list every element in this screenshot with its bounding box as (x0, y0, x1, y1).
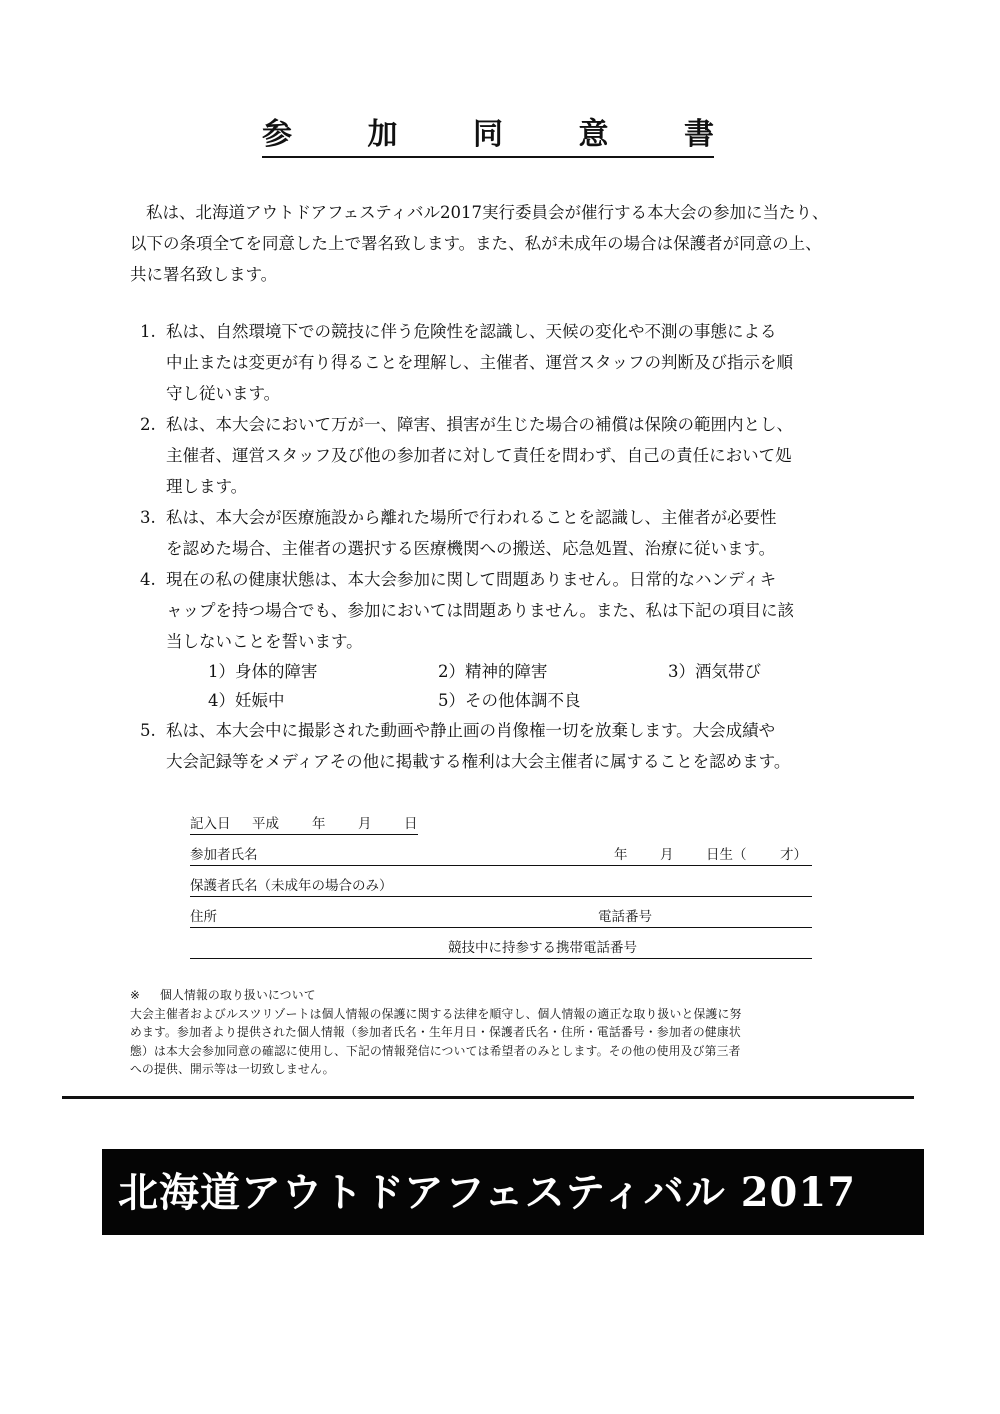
signature-form (190, 808, 812, 963)
item-number: 5. (140, 721, 156, 740)
section-divider (62, 1096, 914, 1099)
mobile-phone-underline (190, 958, 812, 960)
agreement-items (140, 316, 820, 777)
event-banner (102, 1149, 924, 1235)
intro-paragraph (130, 197, 850, 290)
date-year: 年 (312, 816, 326, 832)
notice-mark: ※ (130, 988, 141, 1002)
notice-heading-text: 個人情報の取り扱いについて (160, 988, 316, 1002)
guardian-name-underline (190, 896, 812, 898)
address-row[interactable] (190, 901, 812, 932)
title-char: 加 (367, 117, 398, 152)
date-month: 月 (358, 816, 372, 832)
condition-item: 2）精神的障害 (438, 662, 548, 681)
item-line: ャップを持つ場合でも、参加においては問題ありません。また、私は下記の項目に該 (166, 601, 794, 620)
intro-line: 私は、北海道アウトドアフェスティバル2017実行委員会が催行する本大会の参加に当たり、 (146, 203, 829, 222)
agreement-item-2 (140, 409, 820, 502)
participant-name-row[interactable] (190, 839, 812, 870)
date-day: 日 (404, 816, 418, 832)
privacy-notice-heading (130, 986, 830, 1005)
item-line: 当しないことを誓います。 (166, 632, 363, 651)
intro-line: 以下の条項全てを同意した上で署名致します。また、私が未成年の場合は保護者が同意の上、 (130, 234, 822, 253)
item-number: 3. (140, 508, 156, 527)
privacy-notice (130, 986, 830, 1079)
document-title (262, 118, 714, 158)
event-banner-title: 北海道アウトドアフェスティバル 2017 (118, 1169, 857, 1216)
mobile-phone-label: 競技中に持参する携帯電話番号 (448, 940, 637, 956)
mobile-phone-row[interactable] (190, 932, 812, 963)
agreement-item-1 (140, 316, 820, 409)
guardian-name-label: 保護者氏名（未成年の場合のみ） (190, 878, 393, 894)
participant-name-label: 参加者氏名 (190, 847, 258, 863)
condition-item: 1）身体的障害 (208, 662, 318, 681)
title-char: 参 (262, 117, 292, 152)
title-char: 同 (473, 117, 503, 152)
condition-item: 3）酒気帯び (668, 662, 761, 681)
agreement-item-4 (140, 564, 820, 657)
notice-line: 態）は本大会参加同意の確認に使用し、下記の情報発信については希望者のみとします。その他の使用及び第三者 (130, 1043, 741, 1058)
birth-day: 日生（ (706, 847, 747, 863)
address-label: 住所 (190, 909, 217, 925)
item-line: 私は、本大会において万が一、障害、損害が生じた場合の補償は保険の範囲内とし、 (166, 415, 793, 434)
item-number: 1. (140, 322, 156, 341)
condition-item: 4）妊娠中 (208, 691, 285, 710)
item-line: 現在の私の健康状態は、本大会参加に関して問題ありません。日常的なハンディキ (166, 570, 777, 589)
title-char: 意 (578, 117, 609, 152)
item-line: 大会記録等をメディアその他に掲載する権利は大会主催者に属することを認めます。 (166, 752, 791, 771)
agreement-item-5 (140, 715, 820, 777)
notice-line: への提供、開示等は一切致しません。 (130, 1062, 335, 1076)
item-line: 中止または変更が有り得ることを理解し、主催者、運営スタッフの判断及び指示を順 (166, 353, 793, 372)
date-row[interactable] (190, 808, 418, 839)
item-line: 主催者、運営スタッフ及び他の参加者に対して責任を問わず、自己の責任において処 (166, 446, 792, 465)
item-number: 2. (140, 415, 156, 434)
item-number: 4. (140, 570, 156, 589)
agreement-item-3 (140, 502, 820, 564)
guardian-name-row[interactable] (190, 870, 812, 901)
address-underline (190, 927, 812, 929)
age-label: 才） (780, 847, 807, 863)
item-line: 守し従います。 (166, 384, 281, 403)
intro-line: 共に署名致します。 (130, 265, 278, 284)
title-char: 書 (684, 117, 714, 152)
condition-item: 5）その他体調不良 (438, 691, 581, 710)
birth-year: 年 (614, 847, 628, 863)
notice-line: めます。参加者より提供された個人情報（参加者氏名・生年月日・保護者氏名・住所・電話番号・参加者の健康状 (130, 1025, 741, 1039)
item-line: 理します。 (166, 477, 248, 496)
participant-name-underline (190, 865, 812, 867)
item-line: 私は、本大会中に撮影された動画や静止画の肖像権一切を放棄します。大会成績や (166, 721, 776, 740)
health-conditions-list (140, 657, 820, 715)
birth-month: 月 (660, 847, 674, 863)
phone-label: 電話番号 (598, 909, 652, 925)
date-label: 記入日 (190, 816, 231, 832)
date-underline (190, 834, 418, 835)
date-era: 平成 (252, 816, 279, 832)
item-line: 私は、本大会が医療施設から離れた場所で行われることを認識し、主催者が必要性 (166, 508, 777, 527)
item-line: を認めた場合、主催者の選択する医療機関への搬送、応急処置、治療に従います。 (166, 539, 776, 558)
title-underline (262, 156, 714, 158)
notice-line: 大会主催者およびルスツリゾートは個人情報の保護に関する法律を順守し、個人情報の適正な取り扱いと保護に努 (130, 1006, 742, 1021)
item-line: 私は、自然環境下での競技に伴う危険性を認識し、天候の変化や不測の事態による (166, 322, 777, 341)
